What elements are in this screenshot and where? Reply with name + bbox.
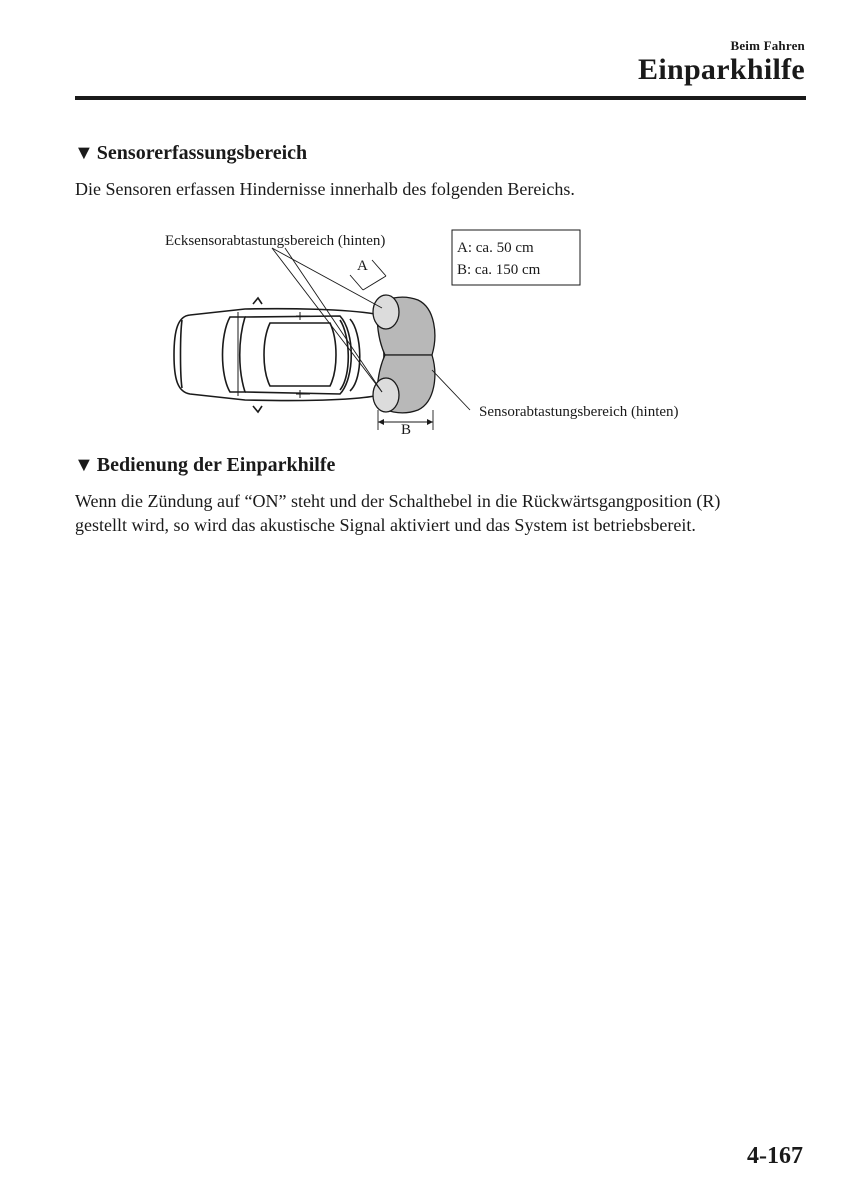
paragraph-line: Wenn die Zündung auf “ON” steht und der Schalthebel in die Rückwärtsgangposition (R) xyxy=(75,491,721,511)
car-top-view-illustration xyxy=(174,298,384,412)
parking-sensor-diagram xyxy=(150,220,750,450)
corner-zone-lower xyxy=(373,378,399,412)
legend-item-b: B: ca. 150 cm xyxy=(457,262,541,278)
section-heading-sensor-range xyxy=(74,142,307,165)
chapter-label: Beim Fahren xyxy=(730,38,805,53)
triangle-bullet-icon: ▼ xyxy=(74,454,94,476)
dimension-a-label: A xyxy=(357,258,368,274)
section-heading-text: Bedienung der Einparkhilfe xyxy=(96,454,336,476)
arrowhead-left xyxy=(378,419,384,425)
section-heading-text: Sensorerfassungsbereich xyxy=(96,142,308,164)
page-title: Einparkhilfe xyxy=(638,53,805,86)
corner-zone-upper xyxy=(373,295,399,329)
dimension-b-label: B xyxy=(401,422,412,438)
rear-sensor-label: Sensorabtastungsbereich (hinten) xyxy=(479,404,679,420)
legend-item-a: A: ca. 50 cm xyxy=(457,240,534,256)
triangle-bullet-icon: ▼ xyxy=(74,142,94,164)
arrowhead-right xyxy=(427,419,433,425)
page-number: 4-167 xyxy=(747,1143,803,1169)
corner-sensor-label: Ecksensorabtastungsbereich (hinten) xyxy=(165,233,386,249)
section-heading-operation xyxy=(74,454,335,477)
header-divider xyxy=(75,96,806,100)
paragraph-line: gestellt wird, so wird das akustische Signal aktiviert und das System ist betriebsbereit. xyxy=(75,515,696,535)
paragraph: Die Sensoren erfassen Hindernisse innerhalb des folgenden Bereichs. xyxy=(75,179,575,199)
